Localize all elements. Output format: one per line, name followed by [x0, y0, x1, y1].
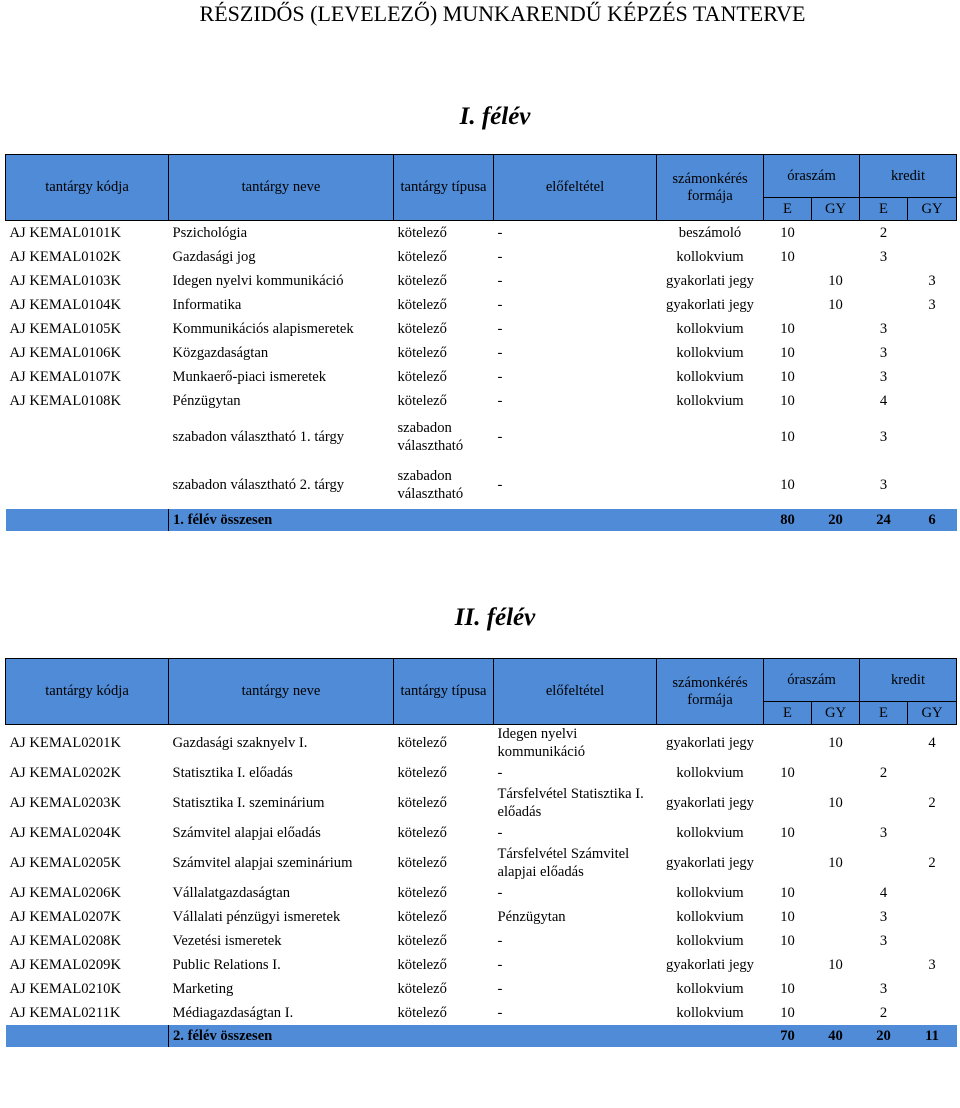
course-type: kötelező — [397, 368, 447, 385]
header-type: tantárgy típusa — [394, 659, 494, 725]
course-credit-e — [860, 785, 908, 821]
semester-1-title: I. félév — [459, 103, 531, 130]
total-blank — [6, 1025, 169, 1047]
course-hours-gy — [812, 881, 860, 905]
course-exam: kollokvium — [676, 764, 744, 781]
course-type: kötelező — [397, 1004, 447, 1021]
course-hours-gy: 10 — [828, 854, 843, 871]
course-credit-gy — [908, 245, 957, 269]
header-credit-e: E — [860, 702, 908, 725]
table-row — [6, 365, 957, 389]
course-exam — [657, 461, 764, 509]
course-credit-e: 4 — [879, 392, 888, 409]
total-hours-e: 80 — [764, 509, 812, 531]
course-name: Számvitel alapjai szeminárium — [172, 854, 353, 871]
course-prereq: Társfelvétel Statisztika I. előadás — [497, 786, 644, 820]
total-credit-e: 20 — [860, 1025, 908, 1047]
course-credit-gy — [908, 977, 957, 1001]
course-code: AJ KEMAL0108K — [9, 392, 121, 409]
table-row — [6, 761, 957, 785]
course-exam: gyakorlati jegy — [666, 734, 754, 751]
course-exam: beszámoló — [678, 224, 742, 241]
course-prereq: - — [497, 932, 503, 949]
course-code: AJ KEMAL0205K — [9, 854, 121, 871]
elective-prereq: - — [497, 428, 503, 445]
course-credit-gy — [908, 317, 957, 341]
total-label: 2. félév összesen — [169, 1025, 394, 1047]
course-hours-e — [764, 953, 812, 977]
header-type: tantárgy típusa — [394, 155, 494, 221]
header-name: tantárgy neve — [169, 155, 394, 221]
total-blank — [494, 1025, 657, 1047]
elective-credit: 3 — [879, 428, 888, 445]
course-type: kötelező — [397, 980, 447, 997]
course-prereq: - — [497, 956, 503, 973]
course-name: Kommunikációs alapismeretek — [172, 320, 354, 337]
course-name: Statisztika I. szeminárium — [172, 794, 325, 811]
table-row — [6, 245, 957, 269]
course-type: kötelező — [397, 764, 447, 781]
course-name: Közgazdaságtan — [172, 344, 269, 361]
course-type: kötelező — [397, 794, 447, 811]
header-hours-gy: GY — [812, 198, 860, 221]
course-type: kötelező — [397, 344, 447, 361]
course-credit-gy — [908, 341, 957, 365]
course-credit-gy — [908, 881, 957, 905]
total-label: 1. félév összesen — [169, 509, 394, 531]
course-type: kötelező — [397, 296, 447, 313]
course-credit-gy: 2 — [928, 854, 936, 871]
header-name: tantárgy neve — [169, 659, 394, 725]
course-exam: kollokvium — [676, 980, 744, 997]
course-credit-gy — [908, 905, 957, 929]
course-exam: kollokvium — [676, 932, 744, 949]
elective-hours: 10 — [780, 428, 795, 445]
elective-type: szabadon választható — [397, 468, 464, 502]
course-credit-gy — [908, 761, 957, 785]
course-hours-gy — [812, 929, 860, 953]
course-type: kötelező — [397, 320, 447, 337]
elective-row — [6, 461, 957, 509]
table-row — [6, 341, 957, 365]
header-hours: óraszám — [764, 155, 860, 198]
course-hours-gy — [812, 821, 860, 845]
course-code: AJ KEMAL0106K — [9, 344, 121, 361]
course-credit-gy — [908, 461, 957, 509]
course-hours-gy — [812, 365, 860, 389]
course-type: kötelező — [397, 956, 447, 973]
course-type: kötelező — [397, 854, 447, 871]
course-prereq: - — [497, 344, 503, 361]
course-credit-e — [860, 953, 908, 977]
course-hours-gy — [812, 341, 860, 365]
course-hours-gy — [812, 761, 860, 785]
table-row — [6, 1001, 957, 1025]
course-prereq: - — [497, 824, 503, 841]
course-hours-e — [764, 725, 812, 762]
course-credit-gy — [908, 821, 957, 845]
course-prereq: - — [497, 392, 503, 409]
course-name: Gazdasági jog — [172, 248, 256, 265]
course-hours-e: 10 — [780, 932, 795, 949]
total-blank — [394, 1025, 494, 1047]
course-credit-e — [860, 269, 908, 293]
header-exam: számonkérés formája — [657, 155, 764, 221]
course-code — [6, 461, 169, 509]
course-credit-e: 3 — [879, 320, 888, 337]
course-hours-gy — [812, 317, 860, 341]
course-hours-gy: 10 — [828, 734, 843, 751]
total-hours-gy: 40 — [812, 1025, 860, 1047]
course-name: Vezetési ismeretek — [172, 932, 282, 949]
elective-prereq: - — [497, 476, 503, 493]
total-hours-gy: 20 — [812, 509, 860, 531]
course-credit-e — [860, 845, 908, 881]
table-row — [6, 221, 957, 246]
course-credit-gy — [908, 365, 957, 389]
course-hours-gy: 10 — [828, 956, 843, 973]
course-prereq: - — [497, 224, 503, 241]
course-exam: kollokvium — [676, 320, 744, 337]
course-prereq: - — [497, 368, 503, 385]
table-header — [6, 659, 957, 702]
total-blank — [394, 509, 494, 531]
course-prereq: - — [497, 764, 503, 781]
course-code: AJ KEMAL0105K — [9, 320, 121, 337]
header-code: tantárgy kódja — [6, 155, 169, 221]
course-hours-gy — [812, 905, 860, 929]
course-credit-e: 3 — [879, 824, 888, 841]
header-credit: kredit — [860, 155, 957, 198]
course-name: Médiagazdaságtan I. — [172, 1004, 294, 1021]
semester-2-table — [5, 658, 957, 1047]
course-exam: kollokvium — [676, 1004, 744, 1021]
course-credit-e: 3 — [879, 248, 888, 265]
table-row — [6, 977, 957, 1001]
course-code: AJ KEMAL0201K — [9, 734, 121, 751]
course-name: Idegen nyelvi kommunikáció — [172, 272, 344, 289]
semester-2-title: II. félév — [454, 604, 536, 631]
course-credit-gy — [908, 929, 957, 953]
course-prereq: - — [497, 1004, 503, 1021]
header-hours-gy: GY — [812, 702, 860, 725]
course-exam: gyakorlati jegy — [666, 794, 754, 811]
course-name: Vállalatgazdaságtan — [172, 884, 290, 901]
course-code: AJ KEMAL0210K — [9, 980, 121, 997]
header-credit: kredit — [860, 659, 957, 702]
course-exam: kollokvium — [676, 368, 744, 385]
course-hours-e: 10 — [780, 764, 795, 781]
table-row — [6, 845, 957, 881]
course-name: Gazdasági szaknyelv I. — [172, 734, 308, 751]
total-credit-gy: 6 — [908, 509, 957, 531]
course-credit-e: 4 — [879, 884, 888, 901]
course-hours-e: 10 — [780, 248, 795, 265]
course-type: kötelező — [397, 734, 447, 751]
course-credit-gy — [908, 413, 957, 461]
header-prereq: előfeltétel — [494, 659, 657, 725]
course-credit-e: 3 — [879, 980, 888, 997]
course-name: Marketing — [172, 980, 234, 997]
course-hours-e: 10 — [780, 884, 795, 901]
elective-hours: 10 — [780, 476, 795, 493]
course-code: AJ KEMAL0103K — [9, 272, 121, 289]
course-credit-gy: 3 — [928, 956, 936, 973]
course-hours-gy: 10 — [828, 272, 843, 289]
course-exam: kollokvium — [676, 884, 744, 901]
course-credit-gy: 3 — [928, 272, 936, 289]
total-blank — [6, 509, 169, 531]
course-name: Informatika — [172, 296, 242, 313]
semester-total-row — [6, 1025, 957, 1047]
course-hours-gy: 10 — [828, 296, 843, 313]
course-code: AJ KEMAL0107K — [9, 368, 121, 385]
course-hours-e: 10 — [780, 320, 795, 337]
course-type: kötelező — [397, 824, 447, 841]
table-row — [6, 953, 957, 977]
course-exam: kollokvium — [676, 908, 744, 925]
course-credit-gy: 3 — [928, 296, 936, 313]
course-code: AJ KEMAL0101K — [9, 224, 121, 241]
table-row — [6, 785, 957, 821]
elective-row — [6, 413, 957, 461]
course-hours-e: 10 — [780, 224, 795, 241]
course-name: Pénzügytan — [172, 392, 241, 409]
header-prereq: előfeltétel — [494, 155, 657, 221]
semester-total-row — [6, 509, 957, 531]
course-prereq: Pénzügytan — [497, 908, 566, 925]
header-credit-gy: GY — [908, 198, 957, 221]
table-row — [6, 929, 957, 953]
course-credit-e — [860, 725, 908, 762]
course-prereq: - — [497, 320, 503, 337]
course-hours-gy — [812, 413, 860, 461]
semester-1-table — [5, 154, 957, 531]
course-credit-e: 2 — [879, 764, 888, 781]
course-credit-gy: 2 — [928, 794, 936, 811]
course-exam: kollokvium — [676, 248, 744, 265]
course-credit-e: 2 — [879, 1004, 888, 1021]
course-code: AJ KEMAL0211K — [9, 1004, 121, 1021]
course-hours-gy: 10 — [828, 794, 843, 811]
course-prereq: Idegen nyelvi kommunikáció — [497, 726, 586, 760]
course-hours-e — [764, 845, 812, 881]
course-hours-gy — [812, 1001, 860, 1025]
table-header — [6, 155, 957, 198]
course-code — [6, 413, 169, 461]
course-hours-e — [764, 293, 812, 317]
table-row — [6, 293, 957, 317]
document-title: RÉSZIDŐS (LEVELEZŐ) MUNKARENDŰ KÉPZÉS TANTERVE — [199, 1, 806, 26]
course-hours-e: 10 — [780, 1004, 795, 1021]
total-blank — [657, 509, 764, 531]
course-credit-e — [860, 293, 908, 317]
elective-name: szabadon választható 2. tárgy — [172, 476, 345, 493]
course-hours-e — [764, 785, 812, 821]
total-credit-gy: 11 — [908, 1025, 957, 1047]
table-row — [6, 821, 957, 845]
course-type: kötelező — [397, 884, 447, 901]
course-name: Pszichológia — [172, 224, 248, 241]
elective-name: szabadon választható 1. tárgy — [172, 428, 345, 445]
course-code: AJ KEMAL0102K — [9, 248, 121, 265]
course-hours-gy — [812, 977, 860, 1001]
table-row — [6, 881, 957, 905]
course-prereq: - — [497, 272, 503, 289]
total-blank — [494, 509, 657, 531]
table-row — [6, 317, 957, 341]
course-type: kötelező — [397, 908, 447, 925]
course-hours-e: 10 — [780, 392, 795, 409]
course-hours-e: 10 — [780, 908, 795, 925]
course-name: Munkaerő-piaci ismeretek — [172, 368, 327, 385]
course-hours-e: 10 — [780, 824, 795, 841]
elective-credit: 3 — [879, 476, 888, 493]
course-exam: kollokvium — [676, 344, 744, 361]
header-exam: számonkérés formája — [657, 659, 764, 725]
course-exam: gyakorlati jegy — [666, 956, 754, 973]
course-code: AJ KEMAL0207K — [9, 908, 121, 925]
course-hours-gy — [812, 461, 860, 509]
course-hours-gy — [812, 245, 860, 269]
course-prereq: - — [497, 248, 503, 265]
table-row — [6, 725, 957, 762]
course-hours-e: 10 — [780, 980, 795, 997]
course-exam — [657, 413, 764, 461]
course-prereq: - — [497, 296, 503, 313]
course-type: kötelező — [397, 392, 447, 409]
table-row — [6, 269, 957, 293]
elective-type: szabadon választható — [397, 420, 464, 454]
course-prereq: - — [497, 980, 503, 997]
header-code: tantárgy kódja — [6, 659, 169, 725]
table-row — [6, 389, 957, 413]
course-credit-gy: 4 — [928, 734, 936, 751]
header-credit-e: E — [860, 198, 908, 221]
course-type: kötelező — [397, 932, 447, 949]
course-credit-e: 2 — [879, 224, 888, 241]
course-hours-e: 10 — [780, 368, 795, 385]
total-blank — [657, 1025, 764, 1047]
course-type: kötelező — [397, 224, 447, 241]
course-credit-gy — [908, 389, 957, 413]
course-credit-e: 3 — [879, 932, 888, 949]
header-hours: óraszám — [764, 659, 860, 702]
course-hours-e: 10 — [780, 344, 795, 361]
course-name: Statisztika I. előadás — [172, 764, 293, 781]
header-hours-e: E — [764, 702, 812, 725]
course-credit-gy — [908, 221, 957, 246]
header-credit-gy: GY — [908, 702, 957, 725]
total-credit-e: 24 — [860, 509, 908, 531]
course-code: AJ KEMAL0209K — [9, 956, 121, 973]
course-name: Vállalati pénzügyi ismeretek — [172, 908, 341, 925]
course-credit-gy — [908, 1001, 957, 1025]
course-hours-gy — [812, 221, 860, 246]
course-prereq: - — [497, 884, 503, 901]
course-prereq: Társfelvétel Számvitel alapjai előadás — [497, 846, 630, 880]
table-row — [6, 905, 957, 929]
course-code: AJ KEMAL0104K — [9, 296, 121, 313]
course-type: kötelező — [397, 248, 447, 265]
course-code: AJ KEMAL0204K — [9, 824, 121, 841]
course-hours-e — [764, 269, 812, 293]
course-name: Public Relations I. — [172, 956, 281, 973]
course-name: Számvitel alapjai előadás — [172, 824, 321, 841]
header-hours-e: E — [764, 198, 812, 221]
course-exam: kollokvium — [676, 392, 744, 409]
course-code: AJ KEMAL0203K — [9, 794, 121, 811]
course-credit-e: 3 — [879, 908, 888, 925]
course-code: AJ KEMAL0206K — [9, 884, 121, 901]
course-type: kötelező — [397, 272, 447, 289]
course-hours-gy — [812, 389, 860, 413]
course-exam: kollokvium — [676, 824, 744, 841]
course-credit-e: 3 — [879, 344, 888, 361]
course-exam: gyakorlati jegy — [666, 272, 754, 289]
total-hours-e: 70 — [764, 1025, 812, 1047]
course-exam: gyakorlati jegy — [666, 296, 754, 313]
course-credit-e: 3 — [879, 368, 888, 385]
course-code: AJ KEMAL0202K — [9, 764, 121, 781]
course-code: AJ KEMAL0208K — [9, 932, 121, 949]
course-exam: gyakorlati jegy — [666, 854, 754, 871]
